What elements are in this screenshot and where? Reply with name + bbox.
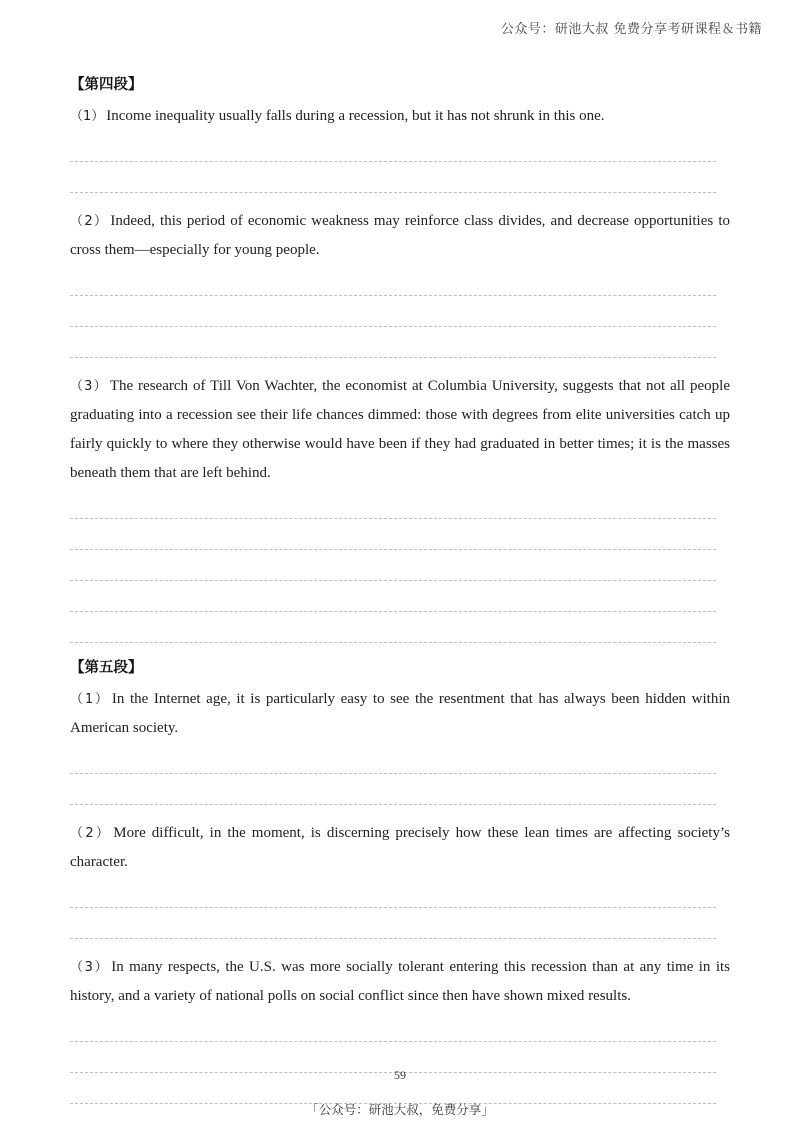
page-number: 59 xyxy=(394,1068,406,1082)
sentence-4-2 xyxy=(70,207,730,265)
answer-line[interactable] xyxy=(70,774,716,805)
sentence-text: Income inequality usually falls during a recession, but it has not shrunk in this one. xyxy=(106,108,605,124)
section-title-4: 【第四段】 xyxy=(70,77,143,93)
sentence-number: （3） xyxy=(70,379,108,394)
answer-line[interactable] xyxy=(70,581,716,612)
sentence-4-1 xyxy=(70,102,730,131)
answer-line[interactable] xyxy=(70,162,716,193)
worksheet-page xyxy=(70,74,730,1104)
answer-line[interactable] xyxy=(70,131,716,162)
sentence-text: In the Internet age, it is particularly easy to see the resentment that has always been hidden within American society. xyxy=(70,691,730,736)
sentence-5-2 xyxy=(70,819,730,877)
section-title-5: 【第五段】 xyxy=(70,660,143,676)
answer-line[interactable] xyxy=(70,488,716,519)
answer-line[interactable] xyxy=(70,612,716,643)
answer-line[interactable] xyxy=(70,1011,716,1042)
answer-line[interactable] xyxy=(70,877,716,908)
sentence-number: （2） xyxy=(70,826,112,841)
sentence-4-3 xyxy=(70,372,730,488)
header-watermark-note: 公众号：研池大叔 免费分享考研课程＆书籍 xyxy=(500,22,762,37)
sentence-5-1 xyxy=(70,685,730,743)
sentence-number: （1） xyxy=(70,109,105,124)
answer-line[interactable] xyxy=(70,743,716,774)
sentence-number: （3） xyxy=(70,960,110,975)
answer-line[interactable] xyxy=(70,550,716,581)
answer-line[interactable] xyxy=(70,519,716,550)
answer-line[interactable] xyxy=(70,908,716,939)
sentence-number: （1） xyxy=(70,692,110,707)
footer-watermark-note: 「公众号：研池大叔，免费分享」 xyxy=(306,1102,494,1117)
answer-line[interactable] xyxy=(70,265,716,296)
sentence-text: More difficult, in the moment, is discerning precisely how these lean times are affecting society’s character. xyxy=(70,825,730,870)
sentence-text: In many respects, the U.S. was more socially tolerant entering this recession than at any time in its history, and a variety of national polls on social conflict since then have shown mixed results. xyxy=(70,959,730,1004)
sentence-text: Indeed, this period of economic weakness may reinforce class divides, and decrease opportunities to cross them—especially for young people. xyxy=(70,213,730,258)
sentence-number: （2） xyxy=(70,214,109,229)
answer-line[interactable] xyxy=(70,296,716,327)
sentence-text: The research of Till Von Wachter, the economist at Columbia University, suggests that not all people graduating into a recession see their life chances dimmed: those with degrees from elite universities catch up fairly quickly to where they otherwise would have been if they had graduated in better times; it is the masses beneath them that are left behind. xyxy=(70,378,730,481)
sentence-5-3 xyxy=(70,953,730,1011)
answer-line[interactable] xyxy=(70,327,716,358)
